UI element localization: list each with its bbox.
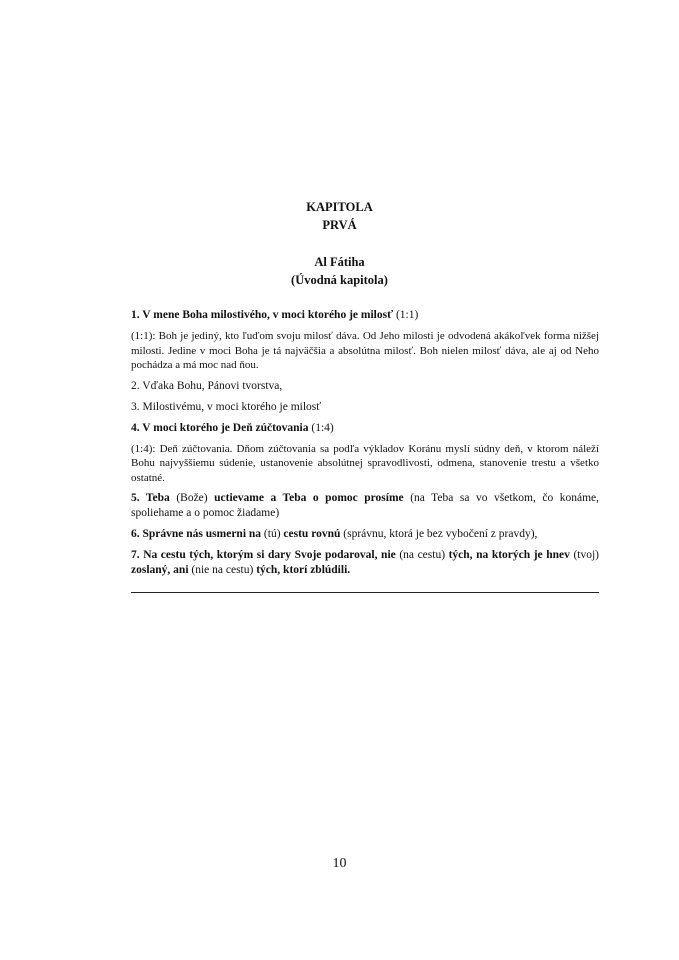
verse-7-part3: tých, na ktorých je hnev xyxy=(448,549,570,561)
commentary-1-1: (1:1): Boh je jediný, kto ľuďom svoju milosť dáva. Od Jeho milosti je odvodená akákoľvek forma nižšej milosti. Jedine v moci Boha je tá najväčšia a absolútna milosť. Boh nielen milosť dáva, ale aj od Neho pochádza a má moc nad ňou. xyxy=(131,330,599,371)
verse-5-part3: uctievame a Teba o pomoc prosíme xyxy=(214,492,404,504)
verse-7-part4: (tvoj) xyxy=(569,549,599,561)
verse-7-part5: zoslaný, ani xyxy=(131,564,189,576)
verse-7-part6: (nie na cestu) xyxy=(188,564,257,576)
chapter-heading-line1: KAPITOLA xyxy=(306,200,373,214)
footnote-divider xyxy=(131,592,599,593)
verses-body xyxy=(131,308,599,584)
verse-6-part2: (tú) xyxy=(261,528,284,540)
verse-5-part4: (na Teba sa vo všetkom, čo konáme, spoliehame a o pomoc žiadame) xyxy=(131,492,599,519)
verse-7-part1: 7. Na cestu tých, ktorým si dary Svoje podaroval, nie xyxy=(131,549,396,561)
verse-2: 2. Vďaka Bohu, Pánovi tvorstva, xyxy=(131,379,283,392)
commentary-1-4: (1:4): Deň zúčtovania. Dňom zúčtovania sa podľa výkladov Koránu myslí súdny deň, v ktorom náleží Bohu najvyššiemu súdenie, ustanovenie absolútnej spravodlivosti, odmena, stanovenie trestu a všetko ostatné. xyxy=(131,442,599,484)
verse-4-ref: (1:4) xyxy=(308,421,334,434)
verse-4 xyxy=(131,421,599,436)
chapter-heading xyxy=(0,198,679,234)
verse-5-part2: (Bože) xyxy=(169,492,215,504)
verse-6 xyxy=(131,527,599,542)
verse-6-part4: (správnu, ktorá je bez vybočení z pravdy), xyxy=(340,528,538,540)
verse-7-part2: (na cestu) xyxy=(395,549,449,561)
verse-6-part3: cestu rovnú xyxy=(283,528,341,540)
verse-4-text: 4. V moci ktorého je Deň zúčtovania xyxy=(131,421,309,434)
verse-1-text: 1. V mene Boha milostivého, v moci ktorého je milosť xyxy=(131,309,394,321)
page-number: 10 xyxy=(332,856,347,871)
surah-name: Al Fátiha xyxy=(314,255,365,269)
verse-7-part7: tých, ktorí zblúdili. xyxy=(256,564,351,576)
verse-3: 3. Milostivému, v moci ktorého je milosť xyxy=(131,400,322,413)
verse-6-part1: 6. Správne nás usmerni na xyxy=(131,528,262,540)
verse-1 xyxy=(131,308,599,323)
verse-5 xyxy=(131,491,599,521)
verse-5-part1: 5. Teba xyxy=(131,492,170,504)
verse-1-ref: (1:1) xyxy=(393,309,419,321)
chapter-heading-line2: PRVÁ xyxy=(322,218,357,232)
surah-subtitle: (Úvodná kapitola) xyxy=(291,273,388,287)
surah-heading xyxy=(0,253,679,289)
verse-7 xyxy=(131,548,599,578)
